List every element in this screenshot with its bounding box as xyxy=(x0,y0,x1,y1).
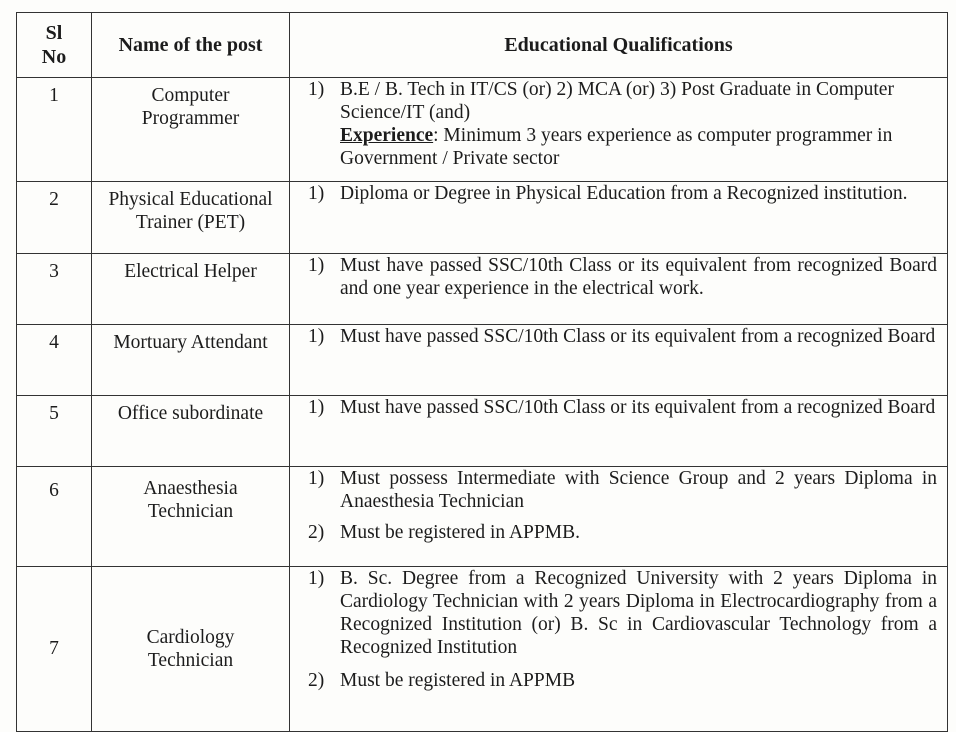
post-name: Physical Educational Trainer (PET) xyxy=(92,182,290,254)
item-text: Must be registered in APPMB xyxy=(340,670,576,691)
qualification-item xyxy=(308,567,937,659)
post-name: Office subordinate xyxy=(92,396,290,467)
sl-number: 1 xyxy=(17,78,92,182)
post-name: Anaesthesia Technician xyxy=(92,467,290,567)
item-text: Must be registered in APPMB. xyxy=(340,522,580,543)
qualification-cell xyxy=(290,467,948,567)
sl-number: 2 xyxy=(17,182,92,254)
table-row xyxy=(17,78,948,182)
item-text: Must have passed SSC/10th Class or its equivalent from a recognized Board xyxy=(340,397,936,418)
qualification-item xyxy=(308,669,937,692)
item-text: Diploma or Degree in Physical Education from a Recognized institution. xyxy=(340,183,908,204)
item-number: 1) xyxy=(308,468,325,489)
table-row xyxy=(17,396,948,467)
qualification-cell xyxy=(290,254,948,325)
qualification-cell xyxy=(290,567,948,732)
item-text-body: B.E / B. Tech in IT/CS (or) 2) MCA (or) 3) Post Graduate in Computer Science/IT (and) xyxy=(340,79,894,123)
qualification-item xyxy=(308,467,937,513)
item-text: B. Sc. Degree from a Recognized University with 2 years Diploma in Cardiology Technician with 2 years Diploma in Electrocardiography from a Recognized Institution (or) B. Sc in Cardiovascular Technology from a Recognized Institution xyxy=(340,568,937,658)
qualification-item xyxy=(308,254,937,300)
qualification-cell xyxy=(290,182,948,254)
item-number: 1) xyxy=(308,79,325,100)
sl-number: 5 xyxy=(17,396,92,467)
qualification-cell xyxy=(290,396,948,467)
item-number: 1) xyxy=(308,183,325,204)
qualifications-table xyxy=(16,12,948,732)
item-number: 2) xyxy=(308,522,325,543)
table-header-row xyxy=(17,13,948,78)
qualification-cell xyxy=(290,78,948,182)
header-qualifications: Educational Qualifications xyxy=(290,13,948,78)
sl-number: 6 xyxy=(17,467,92,567)
item-text: Must possess Intermediate with Science Group and 2 years Diploma in Anaesthesia Technician xyxy=(340,468,937,512)
table-row xyxy=(17,254,948,325)
post-name: Electrical Helper xyxy=(92,254,290,325)
sl-number: 7 xyxy=(17,567,92,732)
experience-label: Experience xyxy=(340,125,434,146)
table-row xyxy=(17,467,948,567)
post-name: Computer Programmer xyxy=(92,78,290,182)
post-name: Mortuary Attendant xyxy=(92,325,290,396)
experience-text: : Minimum 3 years experience as computer programmer in Government / Private sector xyxy=(340,125,893,169)
header-sl-no: Sl No xyxy=(17,13,92,78)
item-number: 1) xyxy=(308,397,325,418)
sl-number: 4 xyxy=(17,325,92,396)
item-number: 1) xyxy=(308,568,325,589)
item-number: 1) xyxy=(308,255,325,276)
sl-number: 3 xyxy=(17,254,92,325)
table-row xyxy=(17,325,948,396)
item-text: Must have passed SSC/10th Class or its equivalent from a recognized Board xyxy=(340,326,936,347)
qualification-item xyxy=(308,182,937,205)
post-name: Cardiology Technician xyxy=(92,567,290,732)
item-number: 1) xyxy=(308,326,325,347)
qualification-item xyxy=(308,78,937,170)
qualification-item xyxy=(308,325,937,348)
table-row xyxy=(17,182,948,254)
header-post-name: Name of the post xyxy=(92,13,290,78)
qualification-item xyxy=(308,521,937,544)
qualification-item xyxy=(308,396,937,419)
item-text xyxy=(340,78,937,170)
item-number: 2) xyxy=(308,670,325,691)
table-row xyxy=(17,567,948,732)
item-text: Must have passed SSC/10th Class or its equivalent from recognized Board and one year experience in the electrical work. xyxy=(340,255,937,299)
qualification-cell xyxy=(290,325,948,396)
